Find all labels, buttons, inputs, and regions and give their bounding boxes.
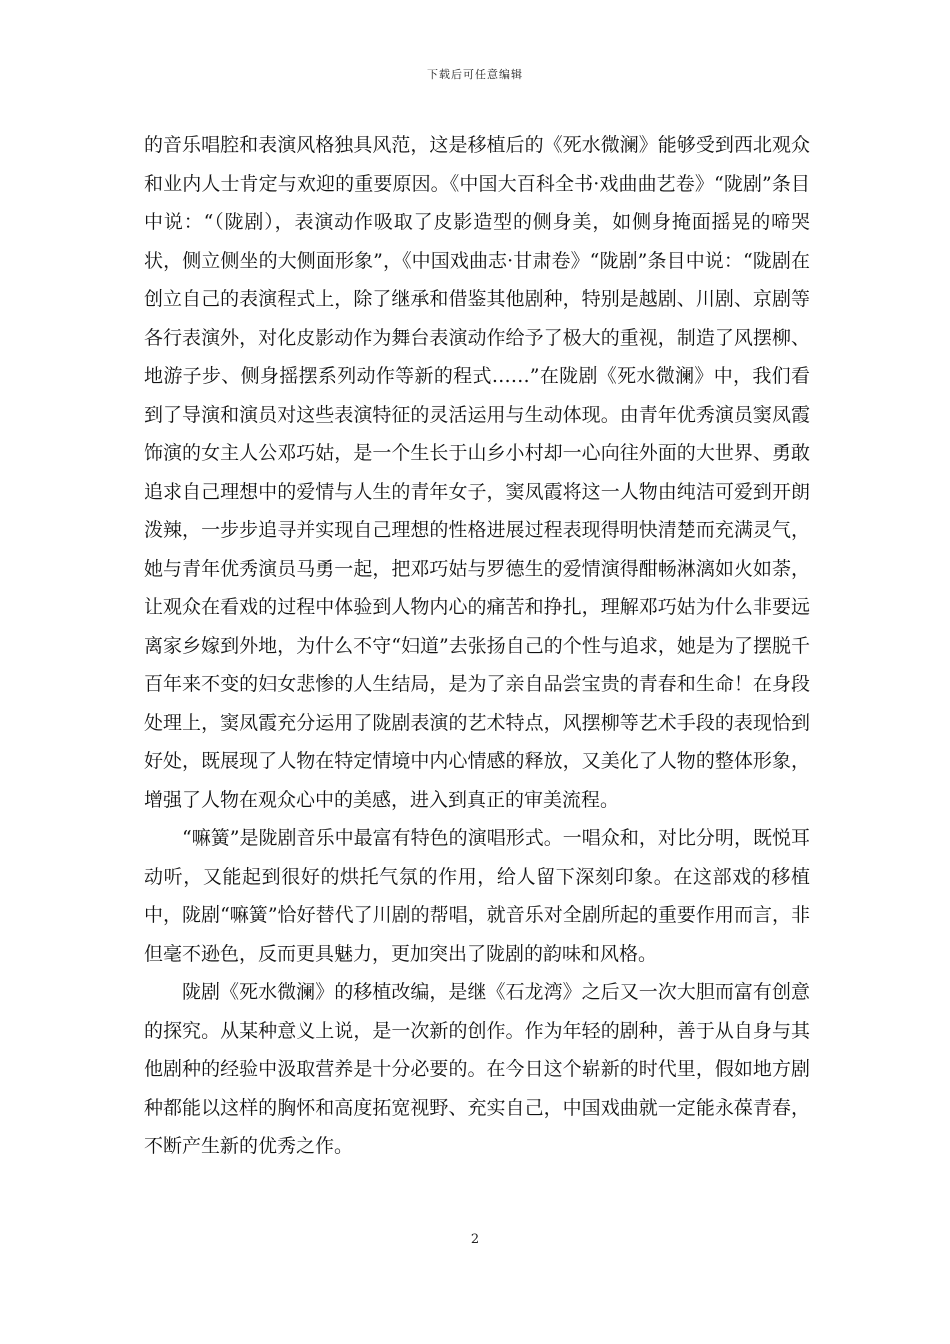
- paragraph: “嘛簧”是陇剧音乐中最富有特色的演唱形式。一唱众和，对比分明，既悦耳动听，又能起到很好的烘托气氛的作用，给人留下深刻印象。在这部戏的移植中，陇剧“嘛簧”恰好替代了川剧的帮唱，就音乐对全剧所起的重要作用而言，非但毫不逊色，反而更具魅力，更加突出了陇剧的韵味和风格。: [144, 827, 810, 965]
- document-body: [144, 126, 810, 1166]
- paragraph: 的音乐唱腔和表演风格独具风范，这是移植后的《死水微澜》能够受到西北观众和业内人士肯定与欢迎的重要原因。《中国大百科全书·戏曲曲艺卷》“陇剧”条目中说：“（陇剧），表演动作吸取了皮影造型的侧身美，如侧身掩面摇晃的啼哭状，侧立侧坐的大侧面形象”，《中国戏曲志·甘肃卷》“陇剧”条目中说：“陇剧在创立自己的表演程式上，除了继承和借鉴其他剧种，特别是越剧、川剧、京剧等各行表演外，对化皮影动作为舞台表演动作给予了极大的重视，制造了风摆柳、地游子步、侧身摇摆系列动作等新的程式……”在陇剧《死水微澜》中，我们看到了导演和演员对这些表演特征的灵活运用与生动体现。由青年优秀演员窦凤霞饰演的女主人公邓巧姑，是一个生长于山乡小村却一心向往外面的大世界、勇敢追求自己理想中的爱情与人生的青年女子，窦凤霞将这一人物由纯洁可爱到开朗泼辣，一步步追寻并实现自己理想的性格进展过程表现得明快清楚而充满灵气，她与青年优秀演员马勇一起，把邓巧姑与罗德生的爱情演得酣畅淋漓如火如荼，让观众在看戏的过程中体验到人物内心的痛苦和挣扎，理解邓巧姑为什么非要远离家乡嫁到外地，为什么不守“妇道”去张扬自己的个性与追求，她是为了摆脱千百年来不变的妇女悲惨的人生结局，是为了亲自品尝宝贵的青春和生命！在身段处理上，窦凤霞充分运用了陇剧表演的艺术特点，风摆柳等艺术手段的表现恰到好处，既展现了人物在特定情境中内心情感的释放，又美化了人物的整体形象，增强了人物在观众心中的美感，进入到真正的审美流程。: [144, 134, 810, 811]
- paragraph: 陇剧《死水微澜》的移植改编，是继《石龙湾》之后又一次大胆而富有创意的探究。从某种意义上说，是一次新的创作。作为年轻的剧种，善于从自身与其他剧种的经验中汲取营养是十分必要的。在今日这个崭新的时代里，假如地方剧种都能以这样的胸怀和高度拓宽视野、充实自己，中国戏曲就一定能永葆青春，不断产生新的优秀之作。: [144, 981, 810, 1157]
- page-number: 2: [470, 1232, 480, 1247]
- page-header: 下载后可任意编辑: [427, 68, 523, 81]
